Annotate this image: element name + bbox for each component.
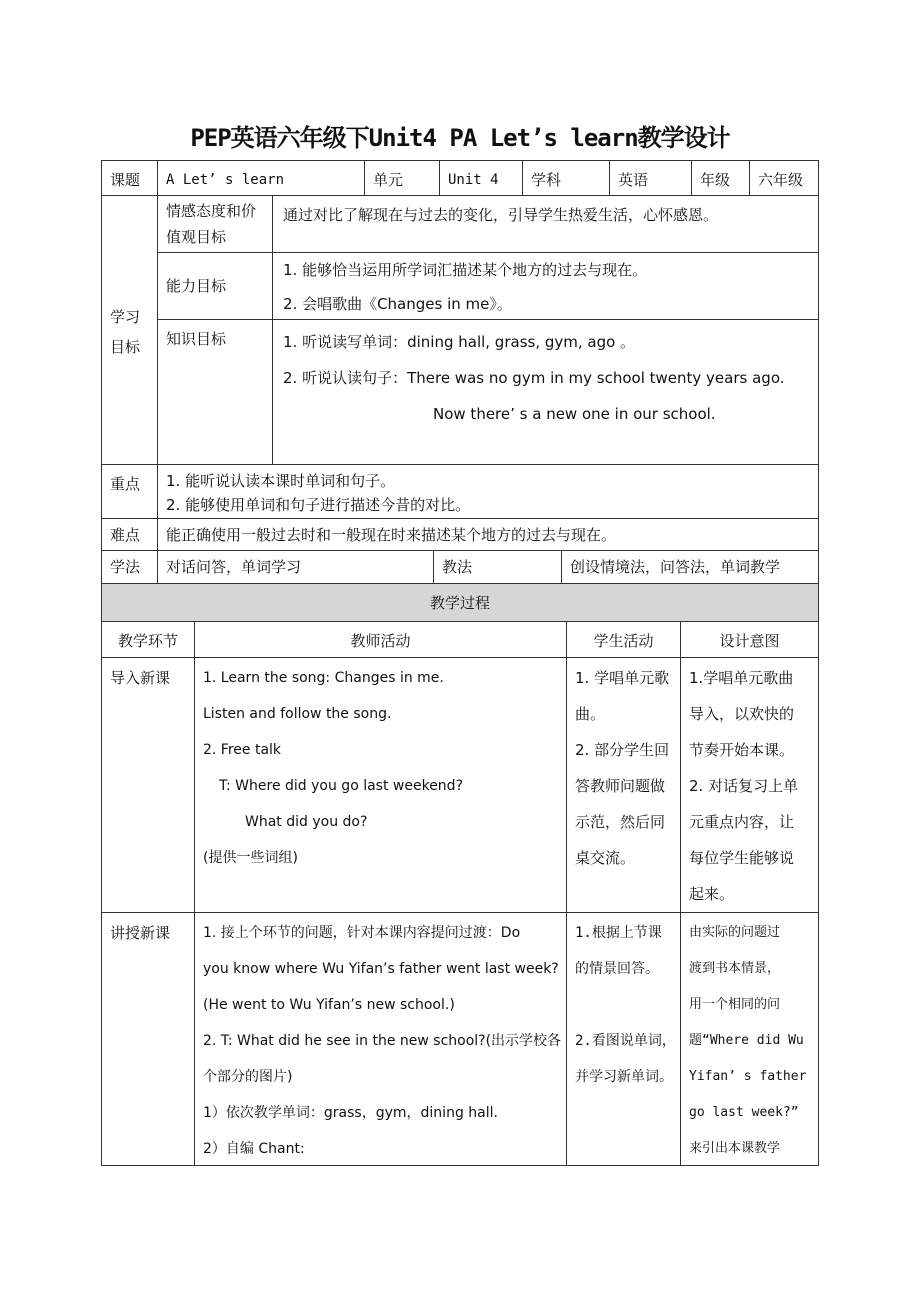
teacher-line: 1. Learn the song: Changes in me. [203,670,444,686]
intent-line: 用一个相同的问 [689,997,781,1012]
knowledge-goal-item: Now there’ s a new one in our school. [433,405,716,423]
intent-line: 起来。 [689,885,735,903]
emotion-goal: 通过对比了解现在与过去的变化，引导学生热爱生活，心怀感恩。 [272,195,819,253]
student-line: 并学习新单词。 [575,1069,673,1085]
stage-intro: 导入新课 [101,657,195,913]
unit-label: 单元 [364,160,440,196]
intent-line: 来引出本课教学 [689,1141,781,1156]
student-line: 桌交流。 [575,849,636,867]
teacher-line: you know where Wu Yifan’s father went last week? [203,961,559,977]
intent-line: 每位学生能够说 [689,849,795,867]
teacher-line: (提供一些词组) [203,850,298,866]
header-student: 学生活动 [566,621,681,658]
student-line: 答教师问题做 [575,777,666,795]
student-line: 的情景回答。 [575,961,659,977]
student-line [575,987,672,1023]
emotion-label [157,195,273,253]
teacher-line: T: Where did you go last weekend? [219,778,464,794]
ability-goals [272,252,819,320]
learn-method: 对话问答，单词学习 [157,550,434,584]
student-line: 1. 学唱单元歌 [575,669,670,687]
ability-goal-item: 2. 会唱歌曲《Changes in me》。 [283,295,512,313]
teacher-line: Listen and follow the song. [203,706,392,722]
intent-line: 由实际的问题过 [689,925,781,940]
student-line: 1.根据上节课 [575,925,662,941]
intent-line: 1.学唱单元歌曲 [689,669,794,687]
design-intent-intro [680,657,819,913]
grade-value: 六年级 [749,160,819,196]
stage-new-lesson: 讲授新课 [101,912,195,1166]
key-points [157,464,819,519]
grade-label: 年级 [691,160,750,196]
student-line: 2.看图说单词， [575,1033,676,1049]
teacher-line: 2. T: What did he see in the new school?(出示学校各 [203,1033,562,1049]
ability-goal-item: 1. 能够恰当运用所学词汇描述某个地方的过去与现在。 [283,261,648,279]
emotion-label-line: 情感态度和价 [166,202,257,220]
header-stage: 教学环节 [101,621,195,658]
intent-line: 题“Where did Wu [689,1033,804,1048]
knowledge-goal-item: 1. 听说读写单词：dining hall, grass, gym, ago 。 [283,333,636,351]
teacher-line: What did you do? [245,814,368,830]
ability-label: 能力目标 [157,252,273,320]
teach-method: 创设情境法，问答法，单词教学 [561,550,819,584]
unit-value: Unit 4 [439,160,523,196]
intent-line: 2. 对话复习上单 [689,777,799,795]
teacher-activity-intro [194,657,567,913]
process-title: 教学过程 [101,583,819,622]
student-activity-new-lesson [566,912,681,1166]
goals-label [101,195,158,465]
subject-label: 学科 [522,160,610,196]
header-intent: 设计意图 [680,621,819,658]
key-label: 重点 [101,464,158,519]
learn-method-label: 学法 [101,550,158,584]
intent-line: go last week?” [689,1105,799,1120]
key-point-item: 2. 能够使用单词和句子进行描述今昔的对比。 [166,496,471,514]
intent-line: 元重点内容，让 [689,813,795,831]
knowledge-goal-item: 2. 听说认读句子：There was no gym in my school twenty years ago. [283,369,785,387]
key-point-item: 1. 能听说认读本课时单词和句子。 [166,472,396,490]
teacher-activity-new-lesson [194,912,567,1166]
student-line: 2. 部分学生回 [575,741,670,759]
intent-line: Yifan’ s father [689,1069,807,1084]
header-teacher: 教师活动 [194,621,567,658]
student-line: 示范，然后同 [575,813,666,831]
knowledge-label: 知识目标 [157,319,273,465]
teacher-line: 个部分的图片) [203,1069,293,1085]
difficult-label: 难点 [101,518,158,551]
emotion-label-line: 值观目标 [166,228,227,246]
student-activity-intro [566,657,681,913]
teacher-line: 1）依次教学单词：grass，gym，dining hall. [203,1105,498,1121]
goals-label-line: 目标 [110,338,141,356]
topic-value: A Let’ s learn [157,160,365,196]
intent-line: 导入，以欢快的 [689,705,795,723]
teacher-line: (He went to Wu Yifan’s new school.) [203,997,455,1013]
teacher-line: 2. Free talk [203,742,282,758]
teacher-line: 2）自编 Chant: [203,1141,305,1157]
student-line: 曲。 [575,705,606,723]
goals-label-line: 学习 [110,308,141,326]
difficult-text: 能正确使用一般过去时和一般现在时来描述某个地方的过去与现在。 [157,518,819,551]
teach-method-label: 教法 [433,550,562,584]
topic-label: 课题 [101,160,158,196]
knowledge-goals [272,319,819,465]
intent-line: 节奏开始本课。 [689,741,795,759]
page-title: PEP英语六年级下Unit4 PA Let’s learn教学设计 [190,124,730,152]
teacher-line: 1. 接上个环节的问题，针对本课内容提问过渡：Do [203,925,521,941]
intent-line: 渡到书本情景， [689,961,781,976]
subject-value: 英语 [609,160,692,196]
design-intent-new-lesson [680,912,819,1166]
